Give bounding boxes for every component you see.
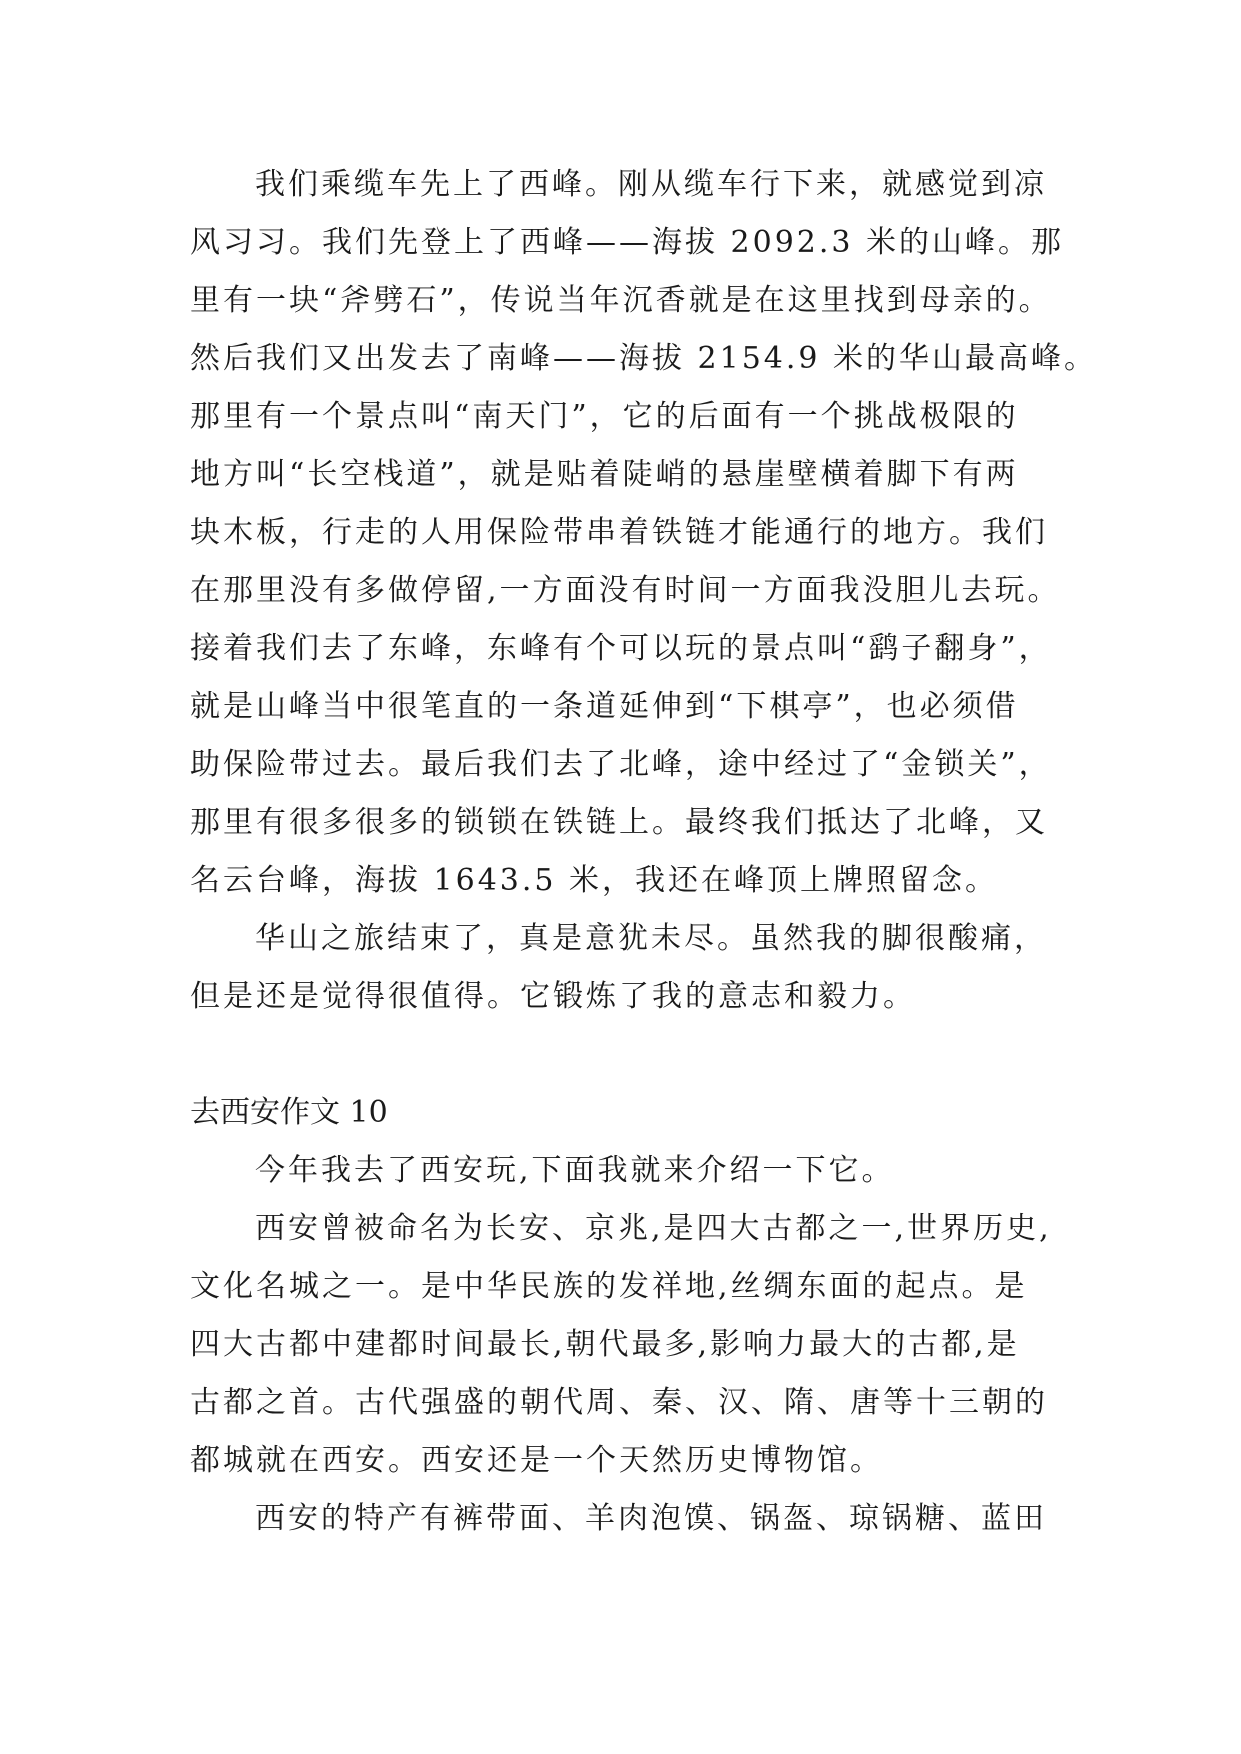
paragraph-line: 风习习。我们先登上了西峰——海拔 2092.3 米的山峰。那	[190, 225, 1065, 260]
paragraph-line: 名云台峰，海拔 1643.5 米，我还在峰顶上牌照留念。	[190, 863, 999, 898]
paragraph-line: 但是还是觉得很值得。它锻炼了我的意志和毅力。	[190, 979, 916, 1014]
paragraph-line: 里有一块“斧劈石”，传说当年沉香就是在这里找到母亲的。	[190, 283, 1052, 318]
paragraph-line: 接着我们去了东峰，东峰有个可以玩的景点叫“鹞子翻身”，	[190, 631, 1052, 666]
paragraph-line: 西安曾被命名为长安、京兆,是四大古都之一,世界历史,	[255, 1211, 1052, 1246]
paragraph-line: 都城就在西安。西安还是一个天然历史博物馆。	[190, 1443, 883, 1478]
paragraph-line: 块木板，行走的人用保险带串着铁链才能通行的地方。我们	[190, 515, 1048, 550]
paragraph-line: 四大古都中建都时间最长,朝代最多,影响力最大的古都,是	[190, 1327, 1020, 1362]
paragraph-line: 今年我去了西安玩,下面我就来介绍一下它。	[255, 1153, 895, 1188]
paragraph-line: 那里有很多很多的锁锁在铁链上。最终我们抵达了北峰，又	[190, 805, 1048, 840]
paragraph-line: 古都之首。古代强盛的朝代周、秦、汉、隋、唐等十三朝的	[190, 1385, 1048, 1420]
paragraph-line: 在那里没有多做停留,一方面没有时间一方面我没胆儿去玩。	[190, 573, 1061, 608]
paragraph-line: 西安的特产有裤带面、羊肉泡馍、锅盔、琼锅糖、蓝田	[255, 1501, 1047, 1536]
paragraph-line: 助保险带过去。最后我们去了北峰，途中经过了“金锁关”，	[190, 747, 1052, 782]
paragraph-line: 就是山峰当中很笔直的一条道延伸到“下棋亭”，也必须借	[190, 689, 1019, 724]
paragraph-line: 然后我们又出发去了南峰——海拔 2154.9 米的华山最高峰。	[190, 341, 1098, 376]
paragraph-line: 文化名城之一。是中华民族的发祥地,丝绸东面的起点。是	[190, 1269, 1028, 1304]
section-heading: 去西安作文 10	[190, 1095, 388, 1130]
paragraph-line: 我们乘缆车先上了西峰。刚从缆车行下来，就感觉到凉	[255, 167, 1047, 202]
paragraph-line: 华山之旅结束了，真是意犹未尽。虽然我的脚很酸痛，	[255, 921, 1047, 956]
paragraph-line: 那里有一个景点叫“南天门”，它的后面有一个挑战极限的	[190, 399, 1019, 434]
paragraph-line: 地方叫“长空栈道”，就是贴着陡峭的悬崖壁横着脚下有两	[190, 457, 1019, 492]
